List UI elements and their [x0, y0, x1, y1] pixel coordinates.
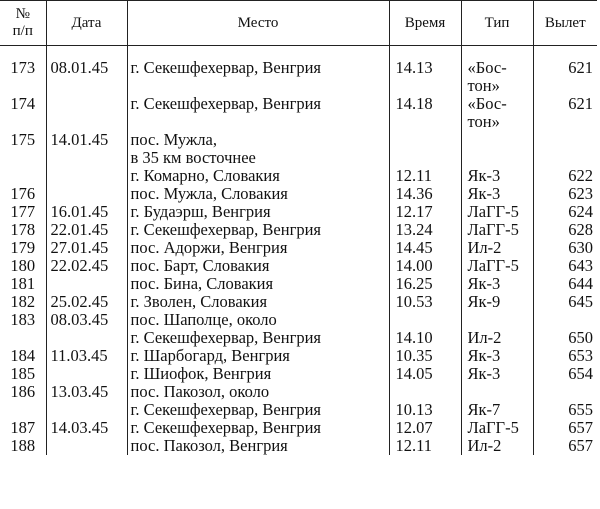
type-line: ЛаГГ-5	[467, 202, 519, 221]
row-sortie	[533, 257, 597, 275]
type-line: ЛаГГ-5	[467, 220, 519, 239]
sortie-value: 645	[568, 292, 593, 311]
place-line: г. Комарно, Словакия	[130, 166, 280, 185]
row-place	[127, 203, 389, 221]
header-sortie: Вылет	[533, 1, 597, 46]
place-line: в 35 км восточнее	[130, 148, 256, 167]
row-sortie	[533, 185, 597, 203]
row-number: 183	[10, 310, 36, 329]
time-value: 12.11	[395, 166, 433, 185]
row-date: 08.01.45	[46, 46, 127, 96]
header-place: Место	[127, 1, 389, 46]
row-place	[127, 293, 389, 311]
table-body	[0, 46, 597, 456]
place-line: г. Шарбогард, Венгрия	[130, 346, 290, 365]
row-time	[389, 46, 461, 96]
type-line: Як-3	[467, 166, 501, 185]
header-num-symbol: №	[15, 6, 30, 22]
row-time	[389, 383, 461, 419]
row-sortie	[533, 46, 597, 96]
table-row	[0, 239, 597, 257]
row-type	[461, 311, 533, 347]
row-type	[461, 275, 533, 293]
row-number: 180	[10, 256, 36, 275]
row-date: 16.01.45	[46, 203, 127, 221]
row-sortie	[533, 239, 597, 257]
time-value: 14.10	[395, 328, 433, 347]
row-sortie	[533, 365, 597, 383]
row-number: 177	[10, 202, 36, 221]
row-number: 179	[10, 238, 36, 257]
table-row	[0, 347, 597, 365]
row-date	[46, 275, 127, 293]
row-sortie	[533, 293, 597, 311]
sortie-value: 644	[568, 274, 593, 293]
row-number: 186	[10, 382, 36, 401]
type-line: «Бос-	[467, 58, 507, 77]
row-type	[461, 293, 533, 311]
row-type	[461, 46, 533, 96]
row-type	[461, 383, 533, 419]
row-type	[461, 347, 533, 365]
row-place	[127, 365, 389, 383]
sortie-value: 643	[568, 256, 593, 275]
place-line: пос. Шаполце, около	[130, 310, 277, 329]
row-type	[461, 257, 533, 275]
place-line: г. Зволен, Словакия	[130, 292, 268, 311]
type-line: ЛаГГ-5	[467, 418, 519, 437]
row-sortie	[533, 95, 597, 131]
place-line: г. Секешфехервар, Венгрия	[130, 94, 322, 113]
row-date: 27.01.45	[46, 239, 127, 257]
time-value: 16.25	[395, 274, 433, 293]
place-line: пос. Пакозол, около	[130, 382, 270, 401]
row-type	[461, 95, 533, 131]
row-place	[127, 383, 389, 419]
place-line: пос. Бина, Словакия	[130, 274, 274, 293]
row-place	[127, 185, 389, 203]
row-place	[127, 131, 389, 185]
row-time	[389, 95, 461, 131]
row-sortie	[533, 131, 597, 185]
table-row	[0, 275, 597, 293]
row-date: 14.03.45	[46, 419, 127, 437]
row-date: 22.01.45	[46, 221, 127, 239]
row-number: 176	[10, 184, 36, 203]
type-line: Як-7	[467, 400, 501, 419]
place-line: г. Секешфехервар, Венгрия	[130, 58, 322, 77]
row-place	[127, 239, 389, 257]
type-line: Ил-2	[467, 328, 502, 347]
header-type: Тип	[461, 1, 533, 46]
row-sortie	[533, 203, 597, 221]
table-row	[0, 185, 597, 203]
row-date: 08.03.45	[46, 311, 127, 347]
row-sortie	[533, 419, 597, 437]
time-value: 12.11	[395, 436, 433, 455]
place-line: г. Секешфехервар, Венгрия	[130, 220, 322, 239]
table-row	[0, 131, 597, 185]
place-line: г. Будаэрш, Венгрия	[130, 202, 271, 221]
row-number: 185	[10, 364, 36, 383]
time-value: 10.53	[395, 292, 433, 311]
row-sortie	[533, 347, 597, 365]
row-number: 174	[10, 94, 36, 113]
row-time	[389, 311, 461, 347]
time-value: 14.05	[395, 364, 433, 383]
row-place	[127, 95, 389, 131]
row-type	[461, 437, 533, 455]
row-number: 182	[10, 292, 36, 311]
place-line: г. Секешфехервар, Венгрия	[130, 328, 322, 347]
row-place	[127, 257, 389, 275]
place-line: пос. Пакозол, Венгрия	[130, 436, 288, 455]
place-line: г. Шиофок, Венгрия	[130, 364, 272, 383]
sortie-value: 621	[568, 58, 593, 77]
table-row	[0, 95, 597, 131]
row-type	[461, 419, 533, 437]
table-row	[0, 311, 597, 347]
row-place	[127, 437, 389, 455]
type-line: Як-3	[467, 184, 501, 203]
row-sortie	[533, 311, 597, 347]
row-sortie	[533, 383, 597, 419]
row-date	[46, 365, 127, 383]
row-number: 178	[10, 220, 36, 239]
row-type	[461, 203, 533, 221]
table-row	[0, 383, 597, 419]
row-date	[46, 437, 127, 455]
row-date: 22.02.45	[46, 257, 127, 275]
type-line: Як-3	[467, 274, 501, 293]
type-line: Як-9	[467, 292, 501, 311]
table-row	[0, 293, 597, 311]
row-place	[127, 311, 389, 347]
row-type	[461, 131, 533, 185]
sortie-value: 654	[568, 364, 593, 383]
place-line: г. Секешфехервар, Венгрия	[130, 418, 322, 437]
sortie-value: 657	[568, 436, 593, 455]
row-number: 184	[10, 346, 36, 365]
place-line: пос. Мужла, Словакия	[130, 184, 288, 203]
row-number: 173	[10, 58, 36, 77]
sortie-value: 650	[568, 328, 593, 347]
row-time	[389, 203, 461, 221]
row-time	[389, 221, 461, 239]
row-place	[127, 275, 389, 293]
row-time	[389, 275, 461, 293]
time-value: 10.35	[395, 346, 433, 365]
time-value: 14.18	[395, 94, 433, 113]
row-sortie	[533, 275, 597, 293]
row-date: 25.02.45	[46, 293, 127, 311]
place-line: пос. Мужла,	[130, 130, 217, 149]
table-header	[0, 1, 597, 46]
sortie-value: 628	[568, 220, 593, 239]
row-type	[461, 221, 533, 239]
sortie-value: 624	[568, 202, 593, 221]
row-number: 181	[10, 274, 36, 293]
place-line: пос. Адоржи, Венгрия	[130, 238, 288, 257]
row-time	[389, 293, 461, 311]
sortie-value: 657	[568, 418, 593, 437]
type-line: Ил-2	[467, 436, 502, 455]
type-line: Як-3	[467, 364, 501, 383]
header-num-label: п/п	[12, 23, 33, 39]
row-time	[389, 347, 461, 365]
type-line: тон»	[467, 112, 500, 131]
type-line: «Бос-	[467, 94, 507, 113]
place-line: г. Секешфехервар, Венгрия	[130, 400, 322, 419]
time-value: 12.07	[395, 418, 433, 437]
type-line: Як-3	[467, 346, 501, 365]
sortie-value: 653	[568, 346, 593, 365]
row-time	[389, 437, 461, 455]
row-date: 13.03.45	[46, 383, 127, 419]
table-row	[0, 257, 597, 275]
row-place	[127, 46, 389, 96]
time-value: 14.00	[395, 256, 433, 275]
row-number: 187	[10, 418, 36, 437]
table-row	[0, 365, 597, 383]
row-time	[389, 185, 461, 203]
row-type	[461, 365, 533, 383]
row-time	[389, 239, 461, 257]
table-row	[0, 46, 597, 96]
row-place	[127, 221, 389, 239]
row-time	[389, 419, 461, 437]
sortie-value: 623	[568, 184, 593, 203]
row-date: 11.03.45	[46, 347, 127, 365]
type-line: тон»	[467, 76, 500, 95]
header-time: Время	[389, 1, 461, 46]
time-value: 14.36	[395, 184, 433, 203]
row-sortie	[533, 221, 597, 239]
time-value: 14.13	[395, 58, 433, 77]
sortie-value: 655	[568, 400, 593, 419]
time-value: 10.13	[395, 400, 433, 419]
row-time	[389, 365, 461, 383]
row-place	[127, 347, 389, 365]
row-date	[46, 185, 127, 203]
row-place	[127, 419, 389, 437]
row-number: 175	[10, 130, 36, 149]
type-line: ЛаГГ-5	[467, 256, 519, 275]
header-num	[0, 1, 46, 46]
time-value: 12.17	[395, 202, 433, 221]
row-date: 14.01.45	[46, 131, 127, 185]
table-row	[0, 221, 597, 239]
sortie-value: 621	[568, 94, 593, 113]
time-value: 13.24	[395, 220, 433, 239]
table-row	[0, 437, 597, 455]
row-sortie	[533, 437, 597, 455]
sortie-value: 630	[568, 238, 593, 257]
table-row	[0, 203, 597, 221]
row-number: 188	[10, 436, 36, 455]
time-value: 14.45	[395, 238, 433, 257]
row-type	[461, 239, 533, 257]
row-type	[461, 185, 533, 203]
table-row	[0, 419, 597, 437]
place-line: пос. Барт, Словакия	[130, 256, 270, 275]
row-time	[389, 131, 461, 185]
type-line: Ил-2	[467, 238, 502, 257]
row-time	[389, 257, 461, 275]
row-date	[46, 95, 127, 131]
header-date: Дата	[46, 1, 127, 46]
sortie-value: 622	[568, 166, 593, 185]
